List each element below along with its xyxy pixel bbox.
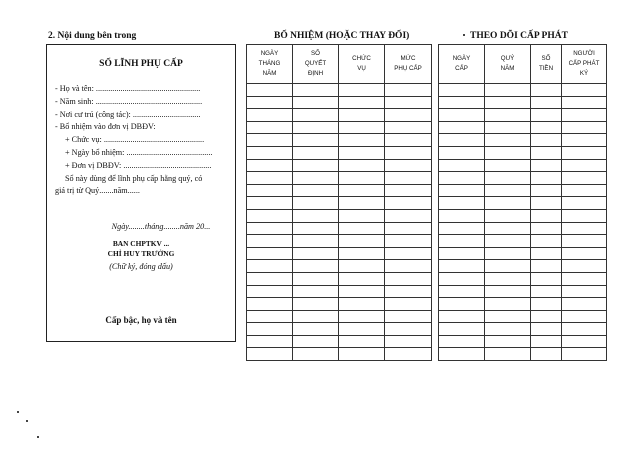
empty-cell xyxy=(485,184,531,197)
empty-cell xyxy=(485,109,531,122)
empty-cell xyxy=(339,109,385,122)
empty-cell xyxy=(531,335,562,348)
empty-cell xyxy=(531,272,562,285)
col-allowance-level xyxy=(385,45,432,84)
table-row xyxy=(247,121,432,134)
table-row xyxy=(247,84,432,97)
empty-cell xyxy=(485,260,531,273)
table-row xyxy=(247,298,432,311)
col-appointment-date xyxy=(247,45,293,84)
empty-cell xyxy=(339,247,385,260)
empty-cell xyxy=(485,197,531,210)
appointment-header-row xyxy=(247,45,432,84)
empty-cell xyxy=(385,310,432,323)
authority-line-1: BAN CHPTKV ... xyxy=(112,239,170,248)
header-text: PHỤ CẤP xyxy=(394,65,422,72)
empty-cell xyxy=(439,96,485,109)
header-text: CẤP xyxy=(455,65,468,72)
table-row xyxy=(439,298,607,311)
empty-cell xyxy=(439,146,485,159)
empty-cell xyxy=(562,348,607,361)
table-row xyxy=(247,235,432,248)
empty-cell xyxy=(485,298,531,311)
empty-cell xyxy=(385,348,432,361)
empty-cell xyxy=(531,323,562,336)
empty-cell xyxy=(562,298,607,311)
empty-cell xyxy=(485,235,531,248)
table-row xyxy=(439,134,607,147)
empty-cell xyxy=(339,197,385,210)
empty-cell xyxy=(247,222,293,235)
empty-cell xyxy=(247,197,293,210)
empty-cell xyxy=(339,146,385,159)
appointment-title: BỔ NHIỆM (HOẶC THAY ĐỔI) xyxy=(274,31,410,41)
empty-cell xyxy=(247,272,293,285)
empty-cell xyxy=(531,184,562,197)
empty-cell xyxy=(385,197,432,210)
empty-cell xyxy=(531,96,562,109)
col-amount xyxy=(531,45,562,84)
empty-cell xyxy=(385,209,432,222)
empty-cell xyxy=(485,310,531,323)
table-row xyxy=(439,272,607,285)
table-row xyxy=(247,96,432,109)
date-line: Ngày........tháng........năm 20... xyxy=(111,222,211,231)
empty-cell xyxy=(562,310,607,323)
empty-cell xyxy=(531,285,562,298)
empty-cell xyxy=(385,323,432,336)
empty-cell xyxy=(531,260,562,273)
header-text: NGÀY xyxy=(260,50,279,57)
table-row xyxy=(439,323,607,336)
empty-cell xyxy=(293,272,339,285)
table-row xyxy=(247,323,432,336)
empty-cell xyxy=(485,159,531,172)
empty-cell xyxy=(485,272,531,285)
col-quarter-year xyxy=(485,45,531,84)
field-full-name: - Họ và tên: ................................................... xyxy=(55,84,201,93)
field-residence: - Nơi cư trú (công tác): ................................. xyxy=(55,109,201,119)
empty-cell xyxy=(247,235,293,248)
empty-cell xyxy=(339,348,385,361)
empty-cell xyxy=(439,84,485,97)
rank-name-label: Cấp bậc, họ và tên xyxy=(105,315,177,325)
empty-cell xyxy=(531,247,562,260)
empty-cell xyxy=(293,134,339,147)
empty-cell xyxy=(562,247,607,260)
empty-cell xyxy=(247,285,293,298)
empty-cell xyxy=(293,121,339,134)
empty-cell xyxy=(485,348,531,361)
payment-header-row xyxy=(439,45,607,84)
empty-cell xyxy=(531,222,562,235)
empty-cell xyxy=(562,260,607,273)
empty-cell xyxy=(247,109,293,122)
table-row xyxy=(247,285,432,298)
scan-speck xyxy=(37,436,39,438)
empty-cell xyxy=(562,159,607,172)
table-row xyxy=(439,247,607,260)
scan-speck xyxy=(463,34,465,36)
table-row xyxy=(439,184,607,197)
empty-cell xyxy=(562,335,607,348)
empty-cell xyxy=(439,310,485,323)
empty-cell xyxy=(385,184,432,197)
empty-cell xyxy=(385,159,432,172)
empty-cell xyxy=(439,235,485,248)
table-row xyxy=(439,285,607,298)
empty-cell xyxy=(247,209,293,222)
empty-cell xyxy=(247,84,293,97)
empty-cell xyxy=(293,209,339,222)
empty-cell xyxy=(439,134,485,147)
empty-cell xyxy=(293,96,339,109)
col-issuer-signature xyxy=(562,45,607,84)
empty-cell xyxy=(247,323,293,336)
empty-cell xyxy=(293,310,339,323)
table-row xyxy=(439,235,607,248)
table-row xyxy=(439,348,607,361)
table-row xyxy=(439,335,607,348)
empty-cell xyxy=(562,209,607,222)
empty-cell xyxy=(562,323,607,336)
header-text: SỐ xyxy=(311,50,320,57)
table-row xyxy=(439,109,607,122)
table-row xyxy=(439,159,607,172)
table-row xyxy=(247,134,432,147)
table-row xyxy=(247,209,432,222)
empty-cell xyxy=(293,335,339,348)
empty-cell xyxy=(531,197,562,210)
empty-cell xyxy=(485,84,531,97)
empty-cell xyxy=(385,146,432,159)
empty-cell xyxy=(339,121,385,134)
empty-cell xyxy=(339,222,385,235)
empty-cell xyxy=(562,272,607,285)
empty-cell xyxy=(485,96,531,109)
empty-cell xyxy=(531,348,562,361)
empty-cell xyxy=(485,134,531,147)
header-text: CHỨC xyxy=(352,55,371,62)
usage-note-line-1: Sổ này dùng để lĩnh phụ cấp hằng quý, có xyxy=(65,173,203,183)
table-row xyxy=(247,172,432,185)
empty-cell xyxy=(439,260,485,273)
empty-cell xyxy=(247,184,293,197)
empty-cell xyxy=(339,159,385,172)
empty-cell xyxy=(247,146,293,159)
empty-cell xyxy=(339,260,385,273)
empty-cell xyxy=(439,247,485,260)
empty-cell xyxy=(485,285,531,298)
empty-cell xyxy=(439,172,485,185)
empty-cell xyxy=(385,96,432,109)
header-text: THÁNG xyxy=(258,60,281,67)
empty-cell xyxy=(439,109,485,122)
header-text: KÝ xyxy=(579,70,589,77)
empty-cell xyxy=(439,184,485,197)
empty-cell xyxy=(439,197,485,210)
scan-speck xyxy=(17,411,19,413)
table-row xyxy=(247,222,432,235)
empty-cell xyxy=(293,260,339,273)
header-text: NGÀY xyxy=(452,55,471,62)
table-row xyxy=(247,184,432,197)
empty-cell xyxy=(293,235,339,248)
empty-cell xyxy=(385,298,432,311)
field-appointment-unit: - Bổ nhiệm vào đơn vị DBĐV: xyxy=(55,122,156,132)
empty-cell xyxy=(385,247,432,260)
empty-cell xyxy=(293,247,339,260)
empty-cell xyxy=(562,134,607,147)
empty-cell xyxy=(385,335,432,348)
empty-cell xyxy=(293,222,339,235)
empty-cell xyxy=(531,121,562,134)
header-text: VỤ xyxy=(357,65,366,72)
table-row xyxy=(439,84,607,97)
empty-cell xyxy=(562,222,607,235)
empty-cell xyxy=(293,197,339,210)
empty-cell xyxy=(385,172,432,185)
table-row xyxy=(247,109,432,122)
empty-cell xyxy=(562,109,607,122)
empty-cell xyxy=(385,134,432,147)
empty-cell xyxy=(562,121,607,134)
table-row xyxy=(247,146,432,159)
empty-cell xyxy=(439,285,485,298)
empty-cell xyxy=(439,209,485,222)
empty-cell xyxy=(562,184,607,197)
scan-speck xyxy=(26,420,28,422)
sign-note: (Chữ ký, đóng dấu) xyxy=(109,262,173,271)
table-row xyxy=(247,247,432,260)
field-position: + Chức vụ: ................................................. xyxy=(65,135,205,145)
field-appointment-date: + Ngày bổ nhiệm: .......................................... xyxy=(65,147,213,157)
col-decision-number xyxy=(293,45,339,84)
empty-cell xyxy=(247,335,293,348)
header-text: MỨC xyxy=(400,55,416,62)
empty-cell xyxy=(485,222,531,235)
empty-cell xyxy=(293,159,339,172)
empty-cell xyxy=(247,298,293,311)
empty-cell xyxy=(562,197,607,210)
header-text: NĂM xyxy=(500,65,515,72)
empty-cell xyxy=(439,335,485,348)
empty-cell xyxy=(339,298,385,311)
empty-cell xyxy=(531,146,562,159)
empty-cell xyxy=(385,260,432,273)
empty-cell xyxy=(531,84,562,97)
empty-cell xyxy=(485,121,531,134)
usage-note-line-2: giá trị từ Quý.......năm...... xyxy=(55,186,140,196)
table-row xyxy=(439,310,607,323)
payment-table xyxy=(438,44,607,361)
empty-cell xyxy=(247,159,293,172)
empty-cell xyxy=(293,348,339,361)
table-row xyxy=(439,96,607,109)
empty-cell xyxy=(385,109,432,122)
empty-cell xyxy=(439,272,485,285)
empty-cell xyxy=(247,172,293,185)
table-row xyxy=(439,146,607,159)
authority-line-2: CHỈ HUY TRƯỞNG xyxy=(107,249,175,258)
empty-cell xyxy=(562,96,607,109)
empty-cell xyxy=(439,121,485,134)
empty-cell xyxy=(339,285,385,298)
empty-cell xyxy=(339,235,385,248)
card-title: SỔ LĨNH PHỤ CẤP xyxy=(99,59,183,69)
table-row xyxy=(247,159,432,172)
payment-title: THEO DÕI CẤP PHÁT xyxy=(470,31,568,41)
header-text: TIỀN xyxy=(538,65,554,72)
empty-cell xyxy=(293,109,339,122)
empty-cell xyxy=(531,109,562,122)
table-row xyxy=(439,222,607,235)
empty-cell xyxy=(293,146,339,159)
empty-cell xyxy=(562,146,607,159)
empty-cell xyxy=(562,84,607,97)
empty-cell xyxy=(247,247,293,260)
empty-cell xyxy=(562,235,607,248)
table-row xyxy=(439,260,607,273)
col-position xyxy=(339,45,385,84)
table-row xyxy=(439,121,607,134)
empty-cell xyxy=(439,298,485,311)
header-text: CẤP PHÁT xyxy=(568,60,600,67)
header-text: SỐ xyxy=(541,55,551,62)
empty-cell xyxy=(247,260,293,273)
card-form-lines xyxy=(55,83,231,198)
empty-cell xyxy=(485,209,531,222)
empty-cell xyxy=(385,222,432,235)
table-row xyxy=(247,335,432,348)
empty-cell xyxy=(531,134,562,147)
empty-cell xyxy=(339,272,385,285)
empty-cell xyxy=(247,96,293,109)
appointment-table xyxy=(246,44,432,361)
table-row xyxy=(247,272,432,285)
header-text: NGƯỜI xyxy=(573,50,595,57)
empty-cell xyxy=(293,285,339,298)
empty-cell xyxy=(339,84,385,97)
empty-cell xyxy=(439,348,485,361)
empty-cell xyxy=(439,222,485,235)
empty-cell xyxy=(339,134,385,147)
empty-cell xyxy=(485,146,531,159)
empty-cell xyxy=(531,159,562,172)
table-row xyxy=(247,260,432,273)
field-unit: + Đơn vị DBĐV: ........................................... xyxy=(65,160,212,170)
empty-cell xyxy=(339,310,385,323)
empty-cell xyxy=(562,172,607,185)
table-row xyxy=(439,209,607,222)
empty-cell xyxy=(339,335,385,348)
empty-cell xyxy=(293,172,339,185)
field-birth-year: - Năm sinh: .................................................... xyxy=(55,96,203,106)
header-text: ĐỊNH xyxy=(307,70,324,77)
empty-cell xyxy=(247,310,293,323)
empty-cell xyxy=(485,323,531,336)
empty-cell xyxy=(293,323,339,336)
allowance-card xyxy=(46,44,236,342)
empty-cell xyxy=(531,310,562,323)
empty-cell xyxy=(339,172,385,185)
table-row xyxy=(247,197,432,210)
col-issue-date xyxy=(439,45,485,84)
empty-cell xyxy=(247,348,293,361)
empty-cell xyxy=(531,172,562,185)
empty-cell xyxy=(439,159,485,172)
empty-cell xyxy=(339,209,385,222)
table-row xyxy=(439,172,607,185)
empty-cell xyxy=(339,184,385,197)
section-heading: 2. Nội dung bên trong xyxy=(48,31,137,41)
empty-cell xyxy=(385,84,432,97)
empty-cell xyxy=(439,323,485,336)
empty-cell xyxy=(293,298,339,311)
header-text: QUYẾT xyxy=(304,60,327,67)
empty-cell xyxy=(293,84,339,97)
empty-cell xyxy=(485,172,531,185)
empty-cell xyxy=(293,184,339,197)
empty-cell xyxy=(339,323,385,336)
empty-cell xyxy=(385,272,432,285)
table-row xyxy=(247,348,432,361)
empty-cell xyxy=(485,247,531,260)
empty-cell xyxy=(339,96,385,109)
empty-cell xyxy=(485,335,531,348)
table-row xyxy=(247,310,432,323)
empty-cell xyxy=(385,121,432,134)
empty-cell xyxy=(247,134,293,147)
empty-cell xyxy=(531,209,562,222)
empty-cell xyxy=(385,235,432,248)
empty-cell xyxy=(562,285,607,298)
empty-cell xyxy=(531,298,562,311)
empty-cell xyxy=(385,285,432,298)
header-text: QUÝ xyxy=(500,55,515,62)
empty-cell xyxy=(247,121,293,134)
empty-cell xyxy=(531,235,562,248)
table-row xyxy=(439,197,607,210)
header-text: NĂM xyxy=(262,70,277,77)
